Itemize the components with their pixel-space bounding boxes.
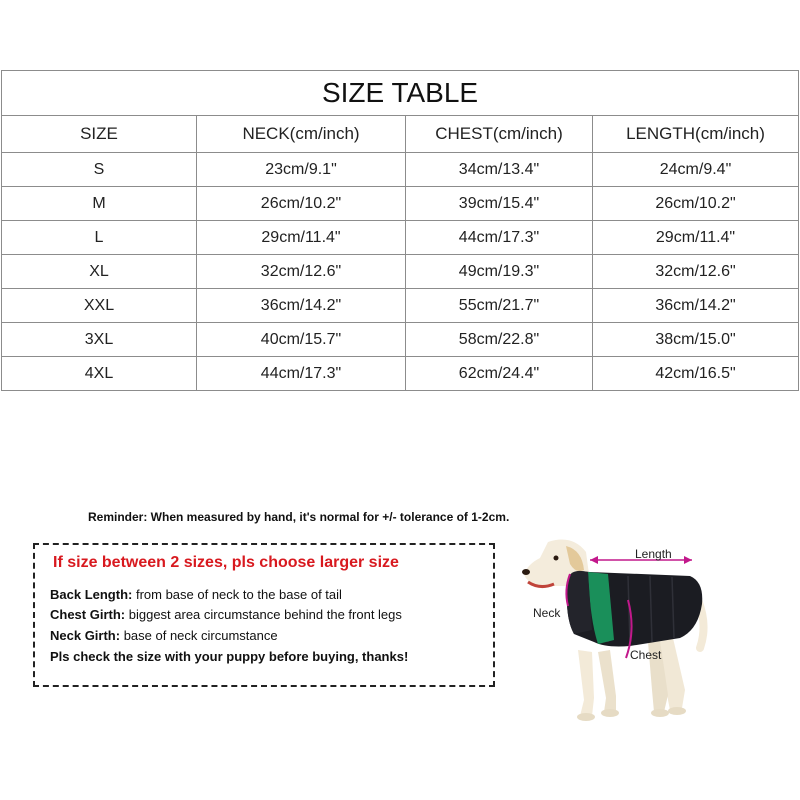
size-cell: S	[2, 153, 197, 187]
table-header-row	[2, 116, 799, 153]
neck-label: Neck	[533, 606, 561, 620]
neck-girth-label: Neck Girth:	[50, 628, 121, 643]
back-length-text: from base of neck to the base of tail	[132, 587, 342, 602]
neck-cell: 32cm/12.6"	[197, 255, 406, 289]
table-row	[2, 323, 799, 357]
size-cell: XXL	[2, 289, 197, 323]
length-cell: 24cm/9.4"	[593, 153, 799, 187]
neck-girth-line	[50, 628, 278, 643]
length-cell: 29cm/11.4"	[593, 221, 799, 255]
chest-girth-text: biggest area circumstance behind the front legs	[125, 607, 402, 622]
table-title: SIZE TABLE	[2, 71, 799, 116]
chest-cell: 49cm/19.3"	[406, 255, 593, 289]
chest-cell: 34cm/13.4"	[406, 153, 593, 187]
back-length-line	[50, 587, 342, 602]
table-row	[2, 153, 799, 187]
table-row	[2, 187, 799, 221]
column-header-chest: CHEST(cm/inch)	[406, 116, 593, 153]
chest-cell: 58cm/22.8"	[406, 323, 593, 357]
size-cell: 4XL	[2, 357, 197, 391]
neck-cell: 44cm/17.3"	[197, 357, 406, 391]
column-header-length: LENGTH(cm/inch)	[593, 116, 799, 153]
table-row	[2, 221, 799, 255]
size-cell: 3XL	[2, 323, 197, 357]
neck-cell: 40cm/15.7"	[197, 323, 406, 357]
measurement-reminder: Reminder: When measured by hand, it's normal for +/- tolerance of 1-2cm.	[88, 510, 510, 524]
chest-label: Chest	[630, 648, 662, 662]
chest-cell: 44cm/17.3"	[406, 221, 593, 255]
back-length-label: Back Length:	[50, 587, 133, 602]
neck-girth-text: base of neck circumstance	[120, 628, 278, 643]
length-cell: 38cm/15.0"	[593, 323, 799, 357]
table-title-row	[2, 71, 799, 116]
column-header-size: SIZE	[2, 116, 197, 153]
chest-girth-label: Chest Girth:	[50, 607, 126, 622]
length-cell: 26cm/10.2"	[593, 187, 799, 221]
table-row	[2, 289, 799, 323]
size-table	[1, 70, 799, 391]
neck-cell: 36cm/14.2"	[197, 289, 406, 323]
chest-cell: 55cm/21.7"	[406, 289, 593, 323]
chest-cell: 62cm/24.4"	[406, 357, 593, 391]
length-cell: 32cm/12.6"	[593, 255, 799, 289]
chest-girth-line	[50, 607, 402, 622]
neck-cell: 23cm/9.1"	[197, 153, 406, 187]
length-cell: 42cm/16.5"	[593, 357, 799, 391]
size-cell: XL	[2, 255, 197, 289]
chest-cell: 39cm/15.4"	[406, 187, 593, 221]
neck-cell: 29cm/11.4"	[197, 221, 406, 255]
table-row	[2, 255, 799, 289]
size-cell: L	[2, 221, 197, 255]
table-row	[2, 357, 799, 391]
size-warning: If size between 2 sizes, pls choose larger size	[53, 554, 399, 571]
check-note	[50, 649, 408, 664]
neck-cell: 26cm/10.2"	[197, 187, 406, 221]
check-note-text: Pls check the size with your puppy before buying, thanks!	[50, 649, 409, 664]
length-cell: 36cm/14.2"	[593, 289, 799, 323]
size-guide-box	[33, 543, 495, 687]
dog-in-jacket-image	[510, 530, 710, 730]
length-label: Length	[635, 547, 672, 561]
column-header-neck: NECK(cm/inch)	[197, 116, 406, 153]
dog-illustration	[510, 530, 710, 730]
size-cell: M	[2, 187, 197, 221]
